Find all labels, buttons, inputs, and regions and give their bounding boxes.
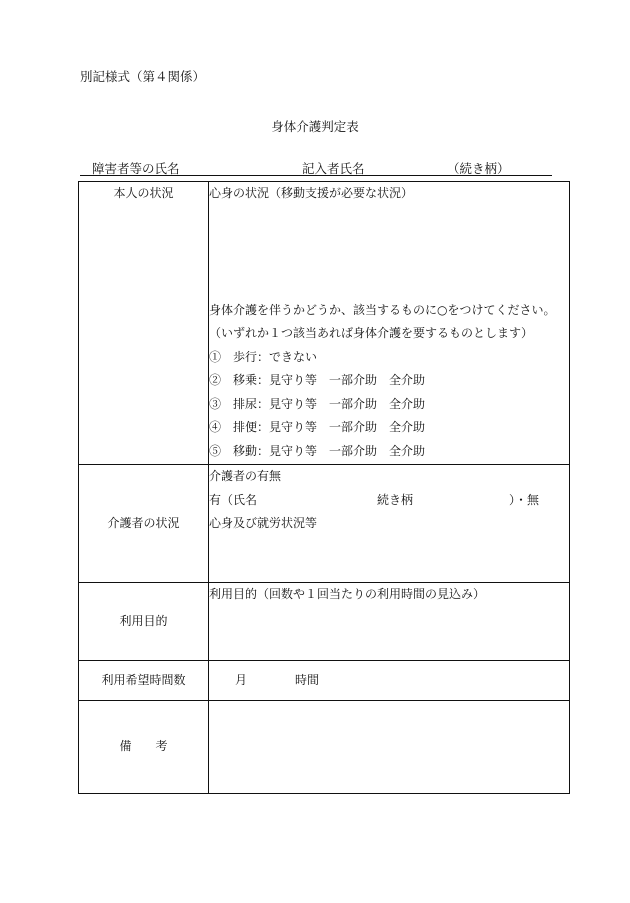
person-status-label-cell bbox=[79, 182, 209, 465]
row-hours bbox=[79, 661, 570, 701]
person-status-label: 本人の状況 bbox=[113, 186, 174, 200]
condition-heading: 心身の状況（移動支援が必要な状況） bbox=[209, 186, 414, 200]
caregiver-condition-work: 心身及び就労状況等 bbox=[209, 516, 318, 530]
row-remarks bbox=[79, 701, 570, 794]
item-urination[interactable]: ③ 排尿：見守り等 一部介助 全介助 bbox=[209, 396, 426, 411]
instruction-text: 身体介護を伴うかどうか、該当するものに○をつけてください。 bbox=[209, 302, 556, 317]
instruction-note: （いずれか１つ該当あれば身体介護を要するものとします） bbox=[209, 326, 534, 340]
item-walking[interactable]: ① 歩行：できない bbox=[209, 349, 318, 364]
assessment-table bbox=[78, 181, 570, 794]
item-movement[interactable]: ⑤ 移動：見守り等 一部介助 全介助 bbox=[209, 443, 426, 458]
hours-content-cell[interactable] bbox=[209, 661, 570, 701]
caregiver-label-cell bbox=[79, 465, 209, 583]
form-reference: 別記様式（第４関係） bbox=[80, 69, 206, 84]
remarks-content-cell[interactable] bbox=[209, 701, 570, 794]
condition-blank-area[interactable] bbox=[209, 206, 569, 299]
item-transfer[interactable]: ② 移乗：見守り等 一部介助 全介助 bbox=[209, 373, 426, 387]
caregiver-status-label: 介護者の状況 bbox=[107, 515, 180, 530]
purpose-label: 利用目的 bbox=[119, 613, 168, 628]
remarks-label: 備 考 bbox=[119, 739, 168, 754]
writer-name-label: 記入者氏名 bbox=[302, 161, 365, 176]
person-status-content-cell[interactable] bbox=[209, 182, 570, 465]
purpose-content-cell[interactable] bbox=[209, 583, 570, 661]
caregiver-presence: 介護者の有無 bbox=[209, 469, 282, 483]
applicant-name-label: 障害者等の氏名 bbox=[92, 161, 180, 176]
hours-text: 月 時間 bbox=[235, 672, 320, 687]
name-underline bbox=[80, 175, 552, 176]
row-person-status bbox=[79, 182, 570, 465]
row-caregiver-status bbox=[79, 465, 570, 583]
hours-label: 利用希望時間数 bbox=[101, 672, 186, 687]
remarks-label-cell bbox=[79, 701, 209, 794]
caregiver-name-relation[interactable]: 有（氏名 続き柄 ）・無 bbox=[209, 492, 540, 507]
relation-label: （続き柄） bbox=[447, 161, 510, 176]
purpose-label-cell bbox=[79, 583, 209, 661]
caregiver-content-cell[interactable] bbox=[209, 465, 570, 583]
row-purpose bbox=[79, 583, 570, 661]
document-title: 身体介護判定表 bbox=[271, 119, 359, 134]
item-defecation[interactable]: ④ 排便：見守り等 一部介助 全介助 bbox=[209, 420, 426, 434]
purpose-text: 利用目的（回数や１回当たりの利用時間の見込み） bbox=[209, 587, 486, 601]
hours-label-cell bbox=[79, 661, 209, 701]
